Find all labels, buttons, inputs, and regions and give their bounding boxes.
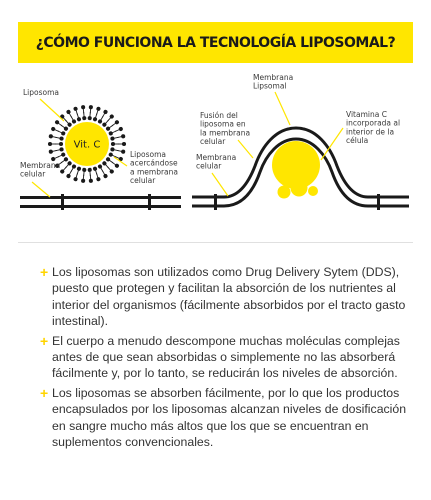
vitamin-c-small-sphere-2: [291, 180, 308, 197]
label-acercandose: Liposoma acercándose a membrana celular: [130, 150, 178, 186]
page-title: ¿CÓMO FUNCIONA LA TECNOLOGÍA LIPOSOMAL?: [35, 34, 396, 51]
bullet-list: [40, 264, 418, 453]
title-banner: [18, 22, 413, 63]
label-fusion: Fusión del liposoma en la membrana celular: [200, 111, 251, 147]
bullet-text: El cuerpo a menudo descompone muchas moléculas complejas antes de que sean absorbidas o simplemente no las absorberá fácilmente y, por lo tanto, se reducirán los niveles de absorción.: [52, 333, 400, 381]
pointer-liposoma: [40, 99, 64, 121]
bullet-item-dds: [40, 264, 418, 330]
plus-icon: +: [40, 384, 49, 401]
vitamin-c-small-sphere-3: [308, 186, 318, 196]
label-membrana-left: Membrana celular: [20, 161, 61, 179]
pointer-fusion: [238, 140, 253, 158]
label-vitamina: Vitamina C incorporada al interior de la célula: [346, 110, 401, 146]
bullet-item-dosificacion: [40, 385, 418, 451]
bullet-item-absorcion: [40, 333, 418, 382]
label-liposoma: Liposoma: [23, 88, 60, 97]
bullet-text: Los liposomas se absorben fácilmente, por lo que los productos encapsulados por los liposomas alcanzan niveles de dosificación en sangre mucho más altos que los que se encuentran en suplementos convencionales.: [52, 385, 407, 450]
plus-icon: +: [40, 332, 49, 349]
label-membrana-liposomal: Membrana Lipsomal: [253, 73, 294, 91]
liposome-diagram: [0, 64, 431, 260]
pointer-membrana-right: [212, 173, 228, 196]
vitamin-c-label: Vit. C: [73, 139, 101, 151]
plus-icon: +: [40, 264, 49, 280]
membrane-left: [20, 194, 181, 210]
pointer-membrana-liposomal: [275, 92, 290, 125]
bullet-text: Los liposomas son utilizados como Drug Delivery Sytem (DDS), puesto que protegen y facilitan la absorción de los nutrientes al interior del organismos (fácilmente absorbidos por el tracto gasto intestinal).: [52, 265, 406, 329]
section-divider: [18, 242, 413, 243]
pointer-membrana-left: [32, 182, 50, 197]
vitamin-c-small-sphere-1: [278, 186, 291, 199]
label-membrana-right: Membrana celular: [196, 153, 237, 171]
